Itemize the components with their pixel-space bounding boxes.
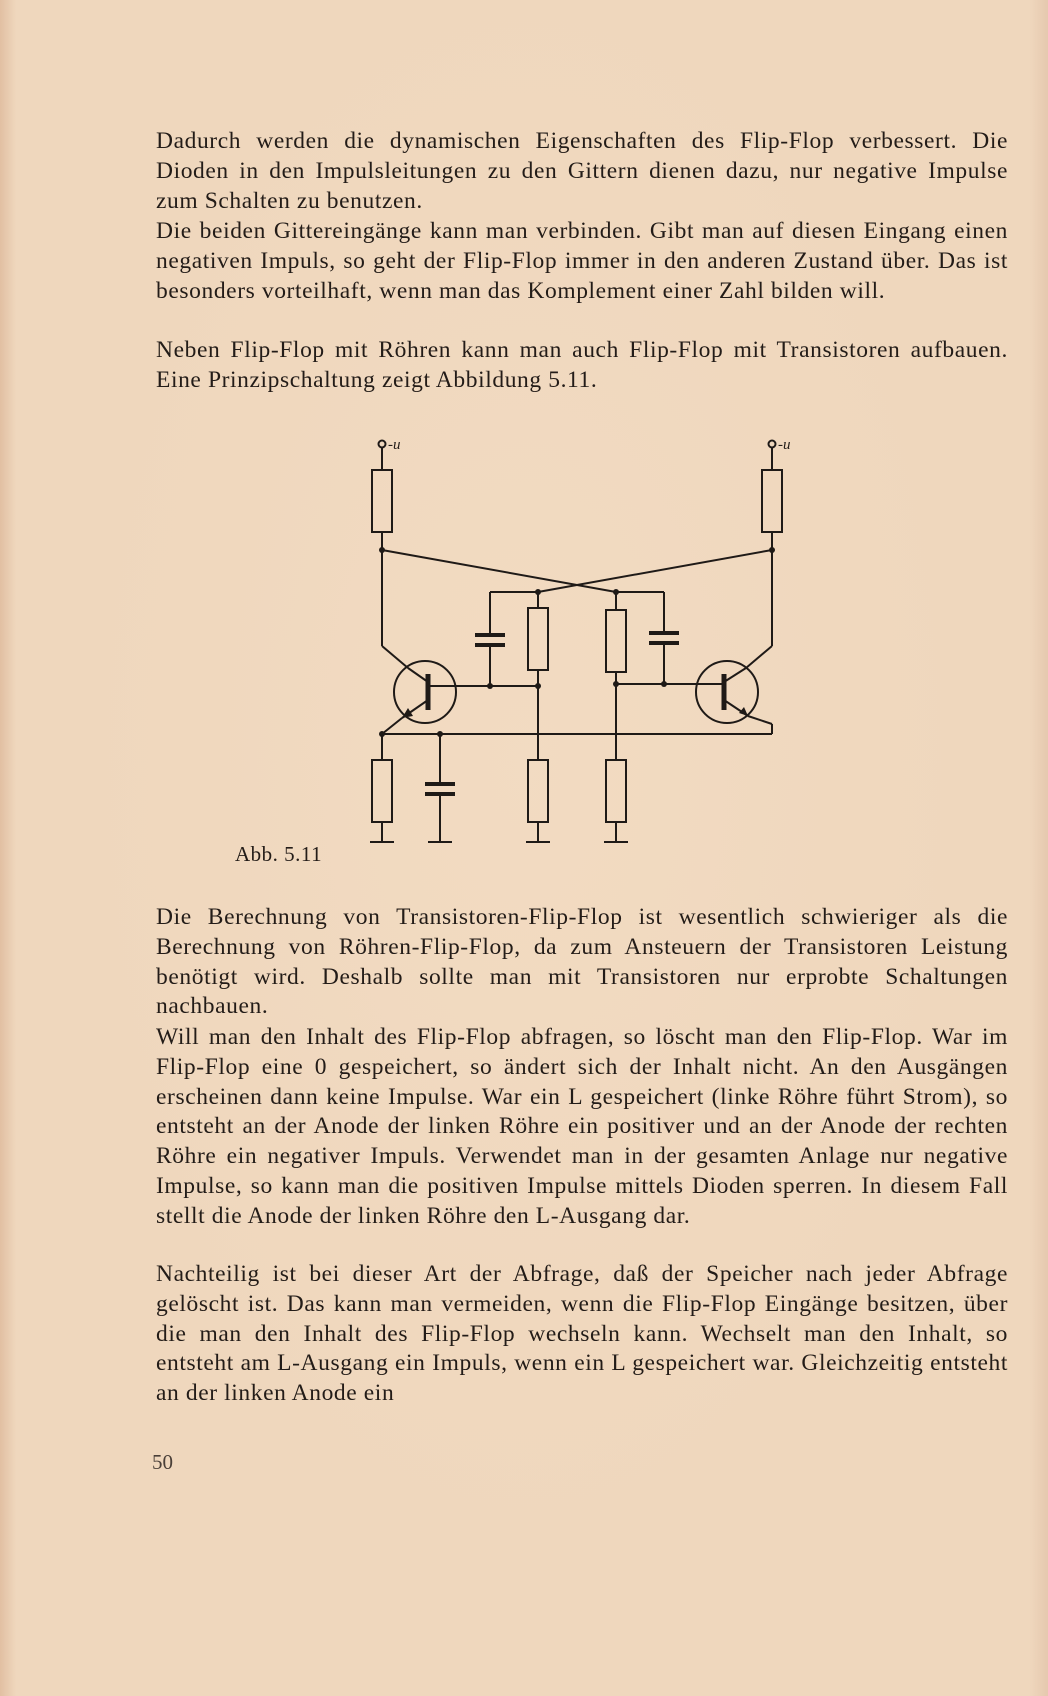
transistor-left xyxy=(382,550,458,734)
supply-terminal-right xyxy=(769,437,791,470)
resistor-coupling-right xyxy=(606,610,626,672)
resistor-coupling-left xyxy=(528,608,548,670)
paragraph-5: Will man den Inhalt des Flip-Flop abfragen, so löscht man den Flip-Flop. War im Flip-Flop eine 0 gespeichert, so ändert sich der Inhalt nicht. An den Ausgängen erscheinen dann keine Impulse. War ein L gespeichert (linke Röhre führt Strom), so entsteht an der Anode der linken Röhre ein positiver und an der Anode der rechten Röhre ein negativer Impuls. Verwendet man in der gesamten Anlage nur negative Impulse, so kann man die positiven Impulse mittels Dioden sperren. In diesem Fall stellt die Anode der linken Röhre den L-Ausgang dar. xyxy=(156,1024,1008,1229)
paragraph-3: Neben Flip-Flop mit Röhren kann man auch Flip-Flop mit Transistoren aufbauen. Eine Prinzipschaltung zeigt Abbildung 5.11. xyxy=(156,337,1008,393)
supply-label-left: -u xyxy=(388,437,401,453)
paragraph-4: Die Berechnung von Transistoren-Flip-Flop ist wesentlich schwieriger als die Berechnung von Röhren-Flip-Flop, da zum Ansteuern der Transistoren Leistung benötigt wird. Deshalb sollte man mit Transistoren nur erprobte Schaltungen nachbauen. xyxy=(156,904,1008,1020)
paragraph-6: Nachteilig ist bei dieser Art der Abfrage, daß der Speicher nach jeder Abfrage gelöscht ist. Das kann man vermeiden, wenn die Flip-Flop Eingänge besitzen, über die man den Inhalt des Flip-Flop wechseln kann. Wechselt man den Inhalt, so entsteht am L-Ausgang ein Impuls, wenn ein L gespeichert war. Gleichzeitig entsteht an der linken Anode ein xyxy=(156,1261,1008,1407)
figure-caption: Abb. 5.11 xyxy=(235,842,323,866)
resistor-collector-left xyxy=(372,470,392,532)
resistor-emitter xyxy=(372,760,392,822)
cross-coupling-line-left xyxy=(382,550,616,592)
capacitor-emitter xyxy=(425,784,455,794)
coupling-capacitor-left xyxy=(475,635,505,645)
paragraph-2: Die beiden Gittereingänge kann man verbinden. Gibt man auf diesen Eingang einen negativen Impuls, so geht der Flip-Flop immer in den anderen Zustand über. Das ist besonders vorteilhaft, wenn man das Komplement einer Zahl bilden will. xyxy=(156,218,1008,304)
cross-coupling-line-right xyxy=(538,550,772,592)
resistor-base-right xyxy=(606,760,626,822)
resistor-collector-right xyxy=(762,470,782,532)
coupling-capacitor-right xyxy=(649,633,679,643)
supply-label-right: -u xyxy=(778,437,790,453)
flip-flop-transistor-circuit-diagram xyxy=(350,430,790,870)
transistor-right xyxy=(696,550,772,734)
supply-terminal-left xyxy=(379,437,401,470)
page-number: 50 xyxy=(152,1450,173,1474)
paragraph-1: Dadurch werden die dynamischen Eigenschaften des Flip-Flop verbessert. Die Dioden in den Impulsleitungen zu den Gittern dienen dazu, nur negative Impulse zum Schalten zu benutzen. xyxy=(156,128,1008,214)
resistor-base-left xyxy=(528,760,548,822)
